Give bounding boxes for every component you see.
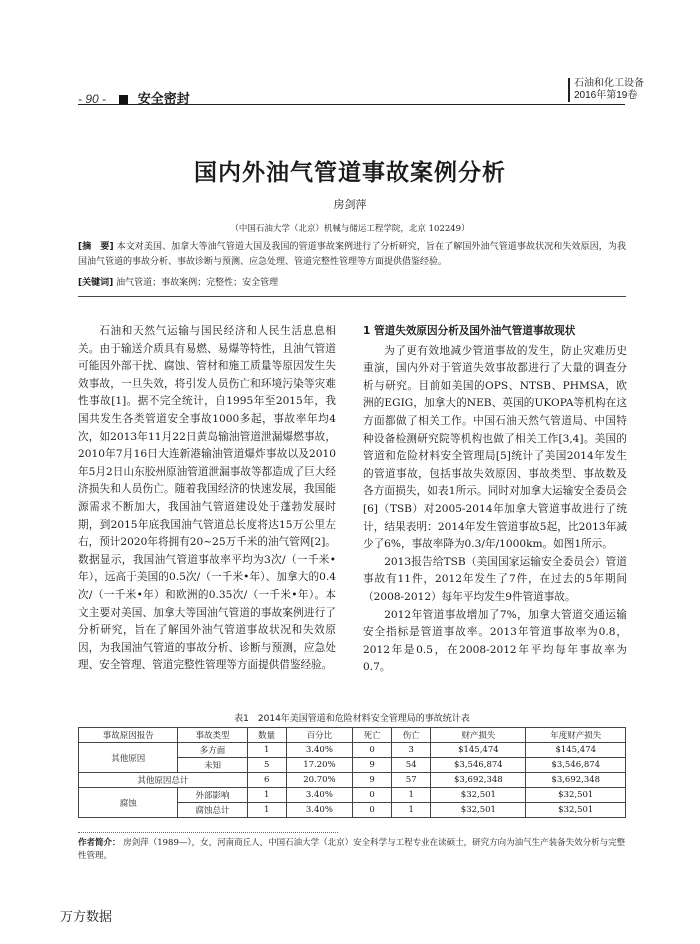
column-header: 数量 <box>247 728 286 743</box>
author-bio-footnote <box>78 837 626 863</box>
journal-issue: 2016年第19卷 <box>574 90 638 101</box>
column-header: 伤亡 <box>392 728 431 743</box>
table-cell: 20.70% <box>286 773 352 788</box>
footnote-rule <box>78 832 338 833</box>
table-cell: 17.20% <box>286 758 352 773</box>
abstract <box>78 240 626 270</box>
column-header: 事故类型 <box>178 728 247 743</box>
table-cell: 多方面 <box>178 743 247 758</box>
table-caption: 表1 2014年美国管道和危险材料安全管理局的事故统计表 <box>234 714 470 724</box>
table-cell: 其他原因 <box>79 743 178 773</box>
column-header: 死亡 <box>353 728 392 743</box>
table-cell: $145,474 <box>431 743 526 758</box>
table-cell: 9 <box>353 773 392 788</box>
journal-name: 石油和化工设备 <box>574 78 644 89</box>
footnote-text: 房剑萍（1989—），女，河南商丘人，中国石油大学（北京）安全科学与工程专业在读硕士，研究方向为油气生产装备失效分析与完整性管理。 <box>78 838 626 861</box>
keywords <box>78 276 626 291</box>
body-paragraph: 为了更有效地减少管道事故的发生，防止灾难历史重演，国内外对于管道失效事故都进行了大量的调查分析与研究。目前如美国的OPS、NTSB、PHMSA，欧洲的EGIG，加拿大的NEB、英国的UKOPA等机构在这方面都做了相关工作。中国石油天然气管道局、中国特种设备检测研究院等机构也做了相关工作[3,4]。美国的管道和危险材料安全管理局[5]统计了美国2014年发生的管道事故，包括事故失效原因、事故类型、事故数及各方面损失，如表1所示。同时对加拿大运输安全委员会[6]（TSB）对2005-2014年加拿大管道事故进行了统计，结果表明：2014年发生管道事故5起，比2013年减少了6%，事故率降为0.3/年/1000km。如图1所示。 <box>363 344 627 551</box>
table-cell: $3,546,874 <box>431 758 526 773</box>
body-paragraph: 2013报告给TSB（美国国家运输安全委员会）管道事故有11件，2012年发生了7件，在过去的5年期间（2008-2012）每年平均发生9件管道事故。 <box>363 555 627 603</box>
column-header: 财产损失 <box>431 728 526 743</box>
table-cell: $32,501 <box>526 788 626 803</box>
wanfang-watermark: 万方数据 <box>60 910 113 925</box>
table-cell: 0 <box>353 743 392 758</box>
keywords-label: [关键词] <box>78 278 114 288</box>
table-cell: $32,501 <box>526 803 626 818</box>
footnote-label: 作者简介： <box>78 838 121 848</box>
table-cell: 1 <box>247 803 286 818</box>
table-row <box>79 743 626 758</box>
body-right-column <box>363 323 627 677</box>
table-cell: 54 <box>392 758 431 773</box>
table-cell: 其他原因总计 <box>79 773 248 788</box>
page-number: - 90 - <box>78 92 107 106</box>
table-cell: 腐蚀 <box>79 788 178 818</box>
table-cell: $32,501 <box>431 788 526 803</box>
column-header: 百分比 <box>286 728 352 743</box>
body-paragraph: 石油和天然气运输与国民经济和人民生活息息相关。由于输送介质具有易燃、易爆等特性，且油气管道可能因外部干扰、腐蚀、管材和施工质量等原因发生失效事故，一旦失效，将引发人员伤亡和环境污染等灾难性事故[1]。据不完全统计，自1995年至2015年，我国共发生各类管道安全事故1000多起，事故率年均4次，如2013年11月22日黄岛输油管道泄漏爆燃事故，2010年7月16日大连新港输油管道爆炸事故以及2010年5月2日山东胶州原油管道泄漏事故等都造成了巨大经济损失和人员伤亡。随着我国经济的快速发展，我国能源需求不断加大，我国油气管道建设处于蓬勃发展时期，到2015年底我国油气管道总长度将达15万公里左右，预计2020年将拥有20~25万千米的油气管网[2]。数据显示，我国油气管道事故率平均为3次/（一千米•年），远高于美国的0.5次/（一千米•年）、加拿大的0.4次/（一千米•年）和欧洲的0.35次/（一千米•年）。本文主要对美国、加拿大等国油气管道的事故案例进行了分析研究，旨在了解国外油气管道事故状况和失效原因，为我国油气管道的事故分析、诊断与预测，应急处理、安全管理、管道完整性管理等方面提供借鉴经验。 <box>78 325 336 672</box>
table-cell: 1 <box>247 788 286 803</box>
table-cell: 1 <box>392 803 431 818</box>
table-cell: 0 <box>353 788 392 803</box>
abstract-label: [摘 要] <box>78 242 114 252</box>
abstract-text: 本文对美国、加拿大等油气管道大国及我国的管道事故案例进行了分析研究，旨在了解国外油气管道事故状况和失效原因，为我国油气管道的事故分析、事故诊断与预测、应急处理、管道完整性管理等方面提供借鉴经验。 <box>78 242 626 267</box>
table-cell: 腐蚀总计 <box>178 803 247 818</box>
accident-statistics-table <box>78 727 626 818</box>
table-cell: 0 <box>353 803 392 818</box>
table-cell: 3 <box>392 743 431 758</box>
article-title: 国内外油气管道事故案例分析 <box>194 160 506 186</box>
body-left-column <box>78 323 336 675</box>
table-cell: 3.40% <box>286 803 352 818</box>
table-cell: 5 <box>247 758 286 773</box>
table-cell: 外部影响 <box>178 788 247 803</box>
table-row <box>79 773 626 788</box>
header-rule <box>78 104 625 105</box>
article-author: 房剑萍 <box>333 198 367 211</box>
table-cell: 57 <box>392 773 431 788</box>
table-cell: 9 <box>353 758 392 773</box>
table-row <box>79 788 626 803</box>
table-cell: 未知 <box>178 758 247 773</box>
table-cell: $3,546,874 <box>526 758 626 773</box>
table-cell: $3,692,348 <box>526 773 626 788</box>
table-cell: $145,474 <box>526 743 626 758</box>
square-bullet-icon <box>119 95 128 104</box>
author-affiliation: （中国石油大学（北京）机械与储运工程学院，北京 102249） <box>230 224 470 234</box>
table-cell: $3,692,348 <box>431 773 526 788</box>
table-cell: $32,501 <box>431 803 526 818</box>
table-cell: 3.40% <box>286 743 352 758</box>
keywords-text: 油气管道；事故案例；完整性；安全管理 <box>116 278 279 288</box>
body-paragraph: 2012年管道事故增加了7%，加拿大管道交通运输安全指标是管道事故率。2013年管道事故率为0.8，2012年是0.5，在2008-2012年平均每年事故率为0.7。 <box>363 608 627 674</box>
column-header: 年度财产损失 <box>526 728 626 743</box>
table-cell: 3.40% <box>286 788 352 803</box>
running-header-right <box>568 78 669 102</box>
table-cell: 1 <box>392 788 431 803</box>
abstract-rule <box>78 296 626 297</box>
table-cell: 6 <box>247 773 286 788</box>
table-cell: 1 <box>247 743 286 758</box>
table-header-row <box>79 728 626 743</box>
column-header: 事故原因报告 <box>79 728 178 743</box>
section-heading: 1 管道失效原因分析及国外油气管道事故现状 <box>363 325 576 337</box>
section-name: 安全密封 <box>137 91 190 106</box>
